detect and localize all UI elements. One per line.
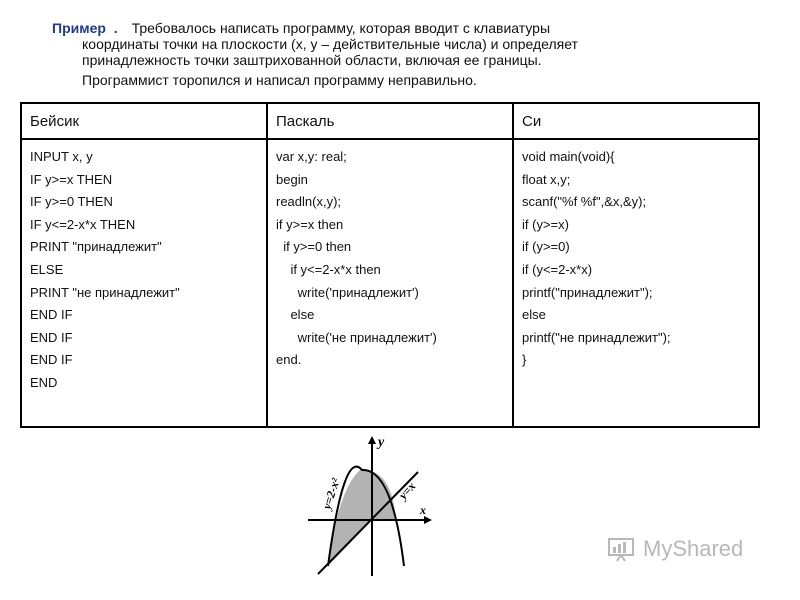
code-line: END xyxy=(30,374,58,390)
y-axis-arrow-icon xyxy=(368,436,376,444)
y-axis-label: y xyxy=(378,435,385,450)
code-line: if (y>=x) xyxy=(522,216,569,232)
example-label: Пример . xyxy=(52,20,118,36)
code-line: begin xyxy=(276,171,308,187)
code-line: if y<=2-x*x then xyxy=(276,261,381,277)
intro-block xyxy=(52,20,772,88)
code-line: scanf("%f %f",&x,&y); xyxy=(522,194,647,210)
header-basic: Бейсик xyxy=(21,103,267,139)
code-line: readln(x,y); xyxy=(276,194,342,210)
code-line: float x,y; xyxy=(522,171,571,187)
parabola-label: y=2-x² xyxy=(319,476,343,511)
watermark xyxy=(607,536,743,562)
code-table xyxy=(20,102,760,428)
x-axis-arrow-icon xyxy=(424,516,432,524)
code-line: write('не принадлежит') xyxy=(276,329,437,345)
code-line: if y>=0 then xyxy=(276,239,352,255)
code-line: end. xyxy=(276,352,302,368)
code-line: IF y>=0 THEN xyxy=(30,194,113,210)
line-label: y=x xyxy=(395,479,419,503)
watermark-text: MyShared xyxy=(643,536,744,561)
basic-code-cell xyxy=(21,139,267,427)
code-line: if (y>=0) xyxy=(522,239,570,255)
code-line: ELSE xyxy=(30,261,64,277)
header-pascal: Паскаль xyxy=(267,103,513,139)
header-c: Си xyxy=(513,103,759,139)
code-line: END IF xyxy=(30,329,73,345)
code-line: if y>=x then xyxy=(276,216,344,232)
pascal-code-cell xyxy=(267,139,513,427)
code-line: if (y<=2-x*x) xyxy=(522,261,593,277)
code-line: } xyxy=(522,352,527,368)
x-axis-label: x xyxy=(420,503,426,517)
code-line: printf("принадлежит"); xyxy=(522,284,653,300)
intro-note: Программист торопился и написал программу неправильно. xyxy=(82,72,477,88)
code-line: END IF xyxy=(30,307,73,323)
code-line: PRINT "принадлежит" xyxy=(30,239,162,255)
intro-line-3: принадлежность точки заштрихованной области, включая ее границы. xyxy=(82,52,542,68)
code-line: PRINT "не принадлежит" xyxy=(30,284,180,300)
presentation-icon xyxy=(607,536,637,562)
region-graph xyxy=(300,430,440,580)
code-line: void main(void){ xyxy=(522,149,615,164)
code-line: INPUT x, y xyxy=(30,149,93,164)
intro-line-2: координаты точки на плоскости (х, у – действительные числа) и определяет xyxy=(82,36,578,52)
code-line: END IF xyxy=(30,352,73,368)
table-code-row xyxy=(21,139,759,427)
code-line: IF y<=2-x*x THEN xyxy=(30,216,136,232)
table-header-row xyxy=(21,103,759,139)
code-line: write('принадлежит') xyxy=(276,284,419,300)
c-code-cell xyxy=(513,139,759,427)
code-line: else xyxy=(522,307,546,323)
intro-first-line xyxy=(52,20,772,36)
code-line: else xyxy=(276,307,315,323)
intro-line-1: Требовалось написать программу, которая вводит с клавиатуры xyxy=(131,20,551,36)
code-line: printf("не принадлежит"); xyxy=(522,329,671,345)
code-line: var x,y: real; xyxy=(276,149,347,164)
code-line: IF y>=x THEN xyxy=(30,171,113,187)
